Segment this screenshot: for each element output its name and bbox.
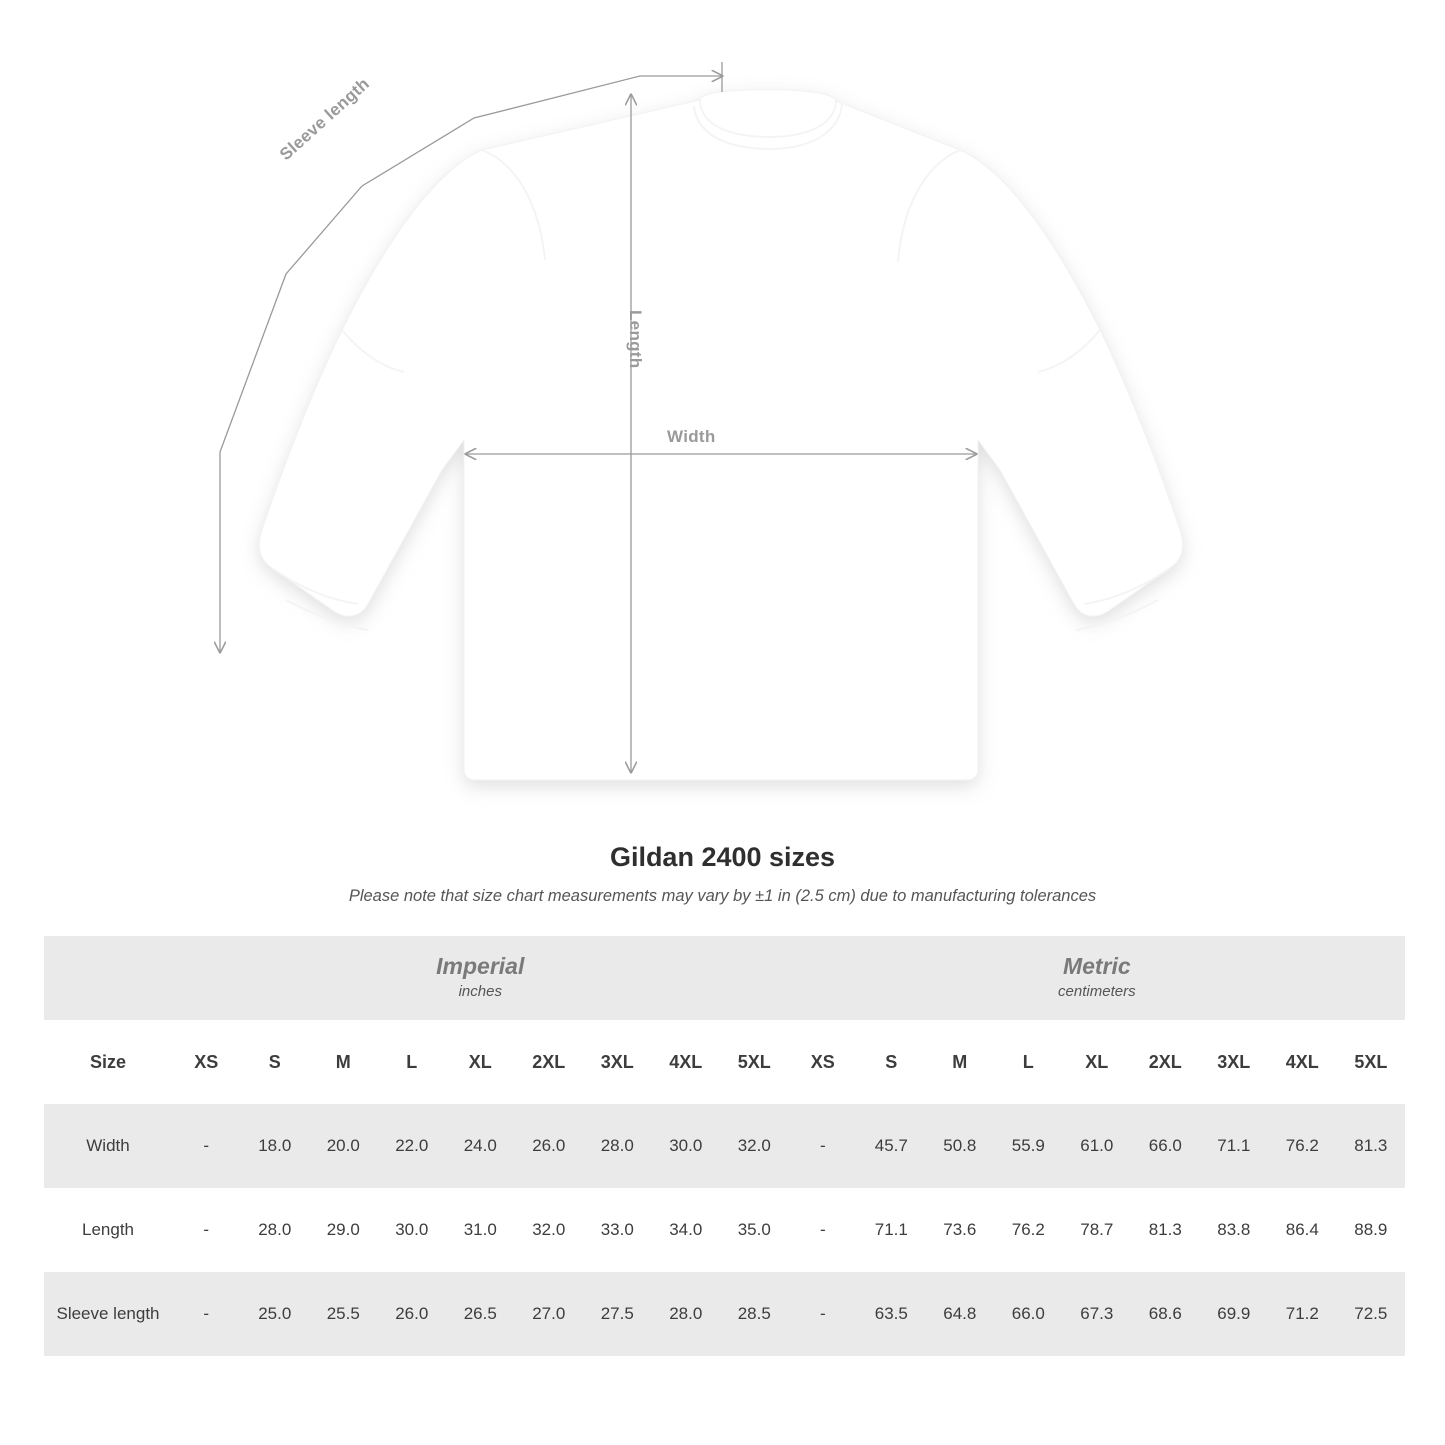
row-label-width: Width [44, 1104, 172, 1188]
cell-sleeve-7: 28.0 [652, 1272, 721, 1356]
header-col-3xl-imperial: 3XL [583, 1020, 652, 1104]
row-label-length: Length [44, 1188, 172, 1272]
tolerance-note: Please note that size chart measurements may vary by ±1 in (2.5 cm) due to manufacturing tolerances [348, 887, 1097, 905]
cell-width-14: 66.0 [1131, 1104, 1200, 1188]
cell-width-9: - [789, 1104, 858, 1188]
header-col-xl-imperial: XL [446, 1020, 515, 1104]
cell-length-2: 29.0 [309, 1188, 378, 1272]
cell-width-10: 45.7 [857, 1104, 926, 1188]
unit-group-imperial [172, 936, 789, 1020]
table-row-sleeve-length [44, 1272, 1405, 1356]
cell-width-15: 71.1 [1200, 1104, 1269, 1188]
header-col-l-metric: L [994, 1020, 1063, 1104]
cell-sleeve-5: 27.0 [515, 1272, 584, 1356]
cell-width-2: 20.0 [309, 1104, 378, 1188]
unit-header-row [44, 936, 1405, 1020]
title-block [0, 842, 1445, 906]
cell-sleeve-11: 64.8 [926, 1272, 995, 1356]
header-col-l-imperial: L [378, 1020, 447, 1104]
page-title: Gildan 2400 sizes [609, 842, 836, 872]
header-col-s-imperial: S [241, 1020, 310, 1104]
cell-length-13: 78.7 [1063, 1188, 1132, 1272]
cell-sleeve-15: 69.9 [1200, 1272, 1269, 1356]
cell-width-17: 81.3 [1337, 1104, 1406, 1188]
cell-width-16: 76.2 [1268, 1104, 1337, 1188]
cell-width-12: 55.9 [994, 1104, 1063, 1188]
header-col-4xl-imperial: 4XL [652, 1020, 721, 1104]
cell-length-0: - [172, 1188, 241, 1272]
size-chart-table [44, 936, 1405, 1356]
header-col-s-metric: S [857, 1020, 926, 1104]
table-row-length [44, 1188, 1405, 1272]
cell-width-13: 61.0 [1063, 1104, 1132, 1188]
cell-length-7: 34.0 [652, 1188, 721, 1272]
header-col-m-imperial: M [309, 1020, 378, 1104]
cell-length-12: 76.2 [994, 1188, 1063, 1272]
cell-length-11: 73.6 [926, 1188, 995, 1272]
unit-imperial-sublabel: inches [458, 982, 502, 1000]
cell-length-10: 71.1 [857, 1188, 926, 1272]
header-col-3xl-metric: 3XL [1200, 1020, 1269, 1104]
cell-sleeve-4: 26.5 [446, 1272, 515, 1356]
cell-sleeve-13: 67.3 [1063, 1272, 1132, 1356]
cell-length-16: 86.4 [1268, 1188, 1337, 1272]
sleeve-length-label: Sleeve length [276, 74, 374, 165]
unit-imperial-label: Imperial [436, 952, 525, 979]
cell-sleeve-12: 66.0 [994, 1272, 1063, 1356]
unit-group-metric [789, 936, 1406, 1020]
cell-sleeve-9: - [789, 1272, 858, 1356]
cell-width-4: 24.0 [446, 1104, 515, 1188]
cell-length-9: - [789, 1188, 858, 1272]
cell-sleeve-3: 26.0 [378, 1272, 447, 1356]
cell-length-17: 88.9 [1337, 1188, 1406, 1272]
header-col-2xl-imperial: 2XL [515, 1020, 584, 1104]
length-label: Length [626, 310, 645, 369]
table-header-row [44, 1020, 1405, 1104]
cell-sleeve-14: 68.6 [1131, 1272, 1200, 1356]
cell-sleeve-2: 25.5 [309, 1272, 378, 1356]
cell-length-6: 33.0 [583, 1188, 652, 1272]
table-row-width [44, 1104, 1405, 1188]
cell-length-3: 30.0 [378, 1188, 447, 1272]
cell-width-11: 50.8 [926, 1104, 995, 1188]
cell-length-8: 35.0 [720, 1188, 789, 1272]
width-label: Width [667, 427, 716, 446]
cell-width-7: 30.0 [652, 1104, 721, 1188]
header-col-5xl-imperial: 5XL [720, 1020, 789, 1104]
header-col-m-metric: M [926, 1020, 995, 1104]
cell-sleeve-16: 71.2 [1268, 1272, 1337, 1356]
cell-length-4: 31.0 [446, 1188, 515, 1272]
header-size-label: Size [44, 1020, 172, 1104]
header-col-xl-metric: XL [1063, 1020, 1132, 1104]
header-col-5xl-metric: 5XL [1337, 1020, 1406, 1104]
header-col-xs-imperial: XS [172, 1020, 241, 1104]
cell-length-1: 28.0 [241, 1188, 310, 1272]
size-chart-table-wrapper [44, 936, 1401, 1356]
cell-width-0: - [172, 1104, 241, 1188]
row-label-sleeve-length: Sleeve length [44, 1272, 172, 1356]
unit-metric-sublabel: centimeters [1058, 982, 1136, 1000]
unit-spacer [44, 936, 172, 1020]
cell-sleeve-8: 28.5 [720, 1272, 789, 1356]
shirt-shape [259, 90, 1183, 780]
cell-width-1: 18.0 [241, 1104, 310, 1188]
cell-length-5: 32.0 [515, 1188, 584, 1272]
cell-length-15: 83.8 [1200, 1188, 1269, 1272]
header-col-xs-metric: XS [789, 1020, 858, 1104]
header-col-2xl-metric: 2XL [1131, 1020, 1200, 1104]
cell-sleeve-6: 27.5 [583, 1272, 652, 1356]
cell-width-6: 28.0 [583, 1104, 652, 1188]
cell-sleeve-0: - [172, 1272, 241, 1356]
header-col-4xl-metric: 4XL [1268, 1020, 1337, 1104]
cell-sleeve-17: 72.5 [1337, 1272, 1406, 1356]
cell-width-5: 26.0 [515, 1104, 584, 1188]
cell-length-14: 81.3 [1131, 1188, 1200, 1272]
cell-sleeve-1: 25.0 [241, 1272, 310, 1356]
cell-sleeve-10: 63.5 [857, 1272, 926, 1356]
cell-width-8: 32.0 [720, 1104, 789, 1188]
cell-width-3: 22.0 [378, 1104, 447, 1188]
unit-metric-label: Metric [1062, 952, 1131, 979]
